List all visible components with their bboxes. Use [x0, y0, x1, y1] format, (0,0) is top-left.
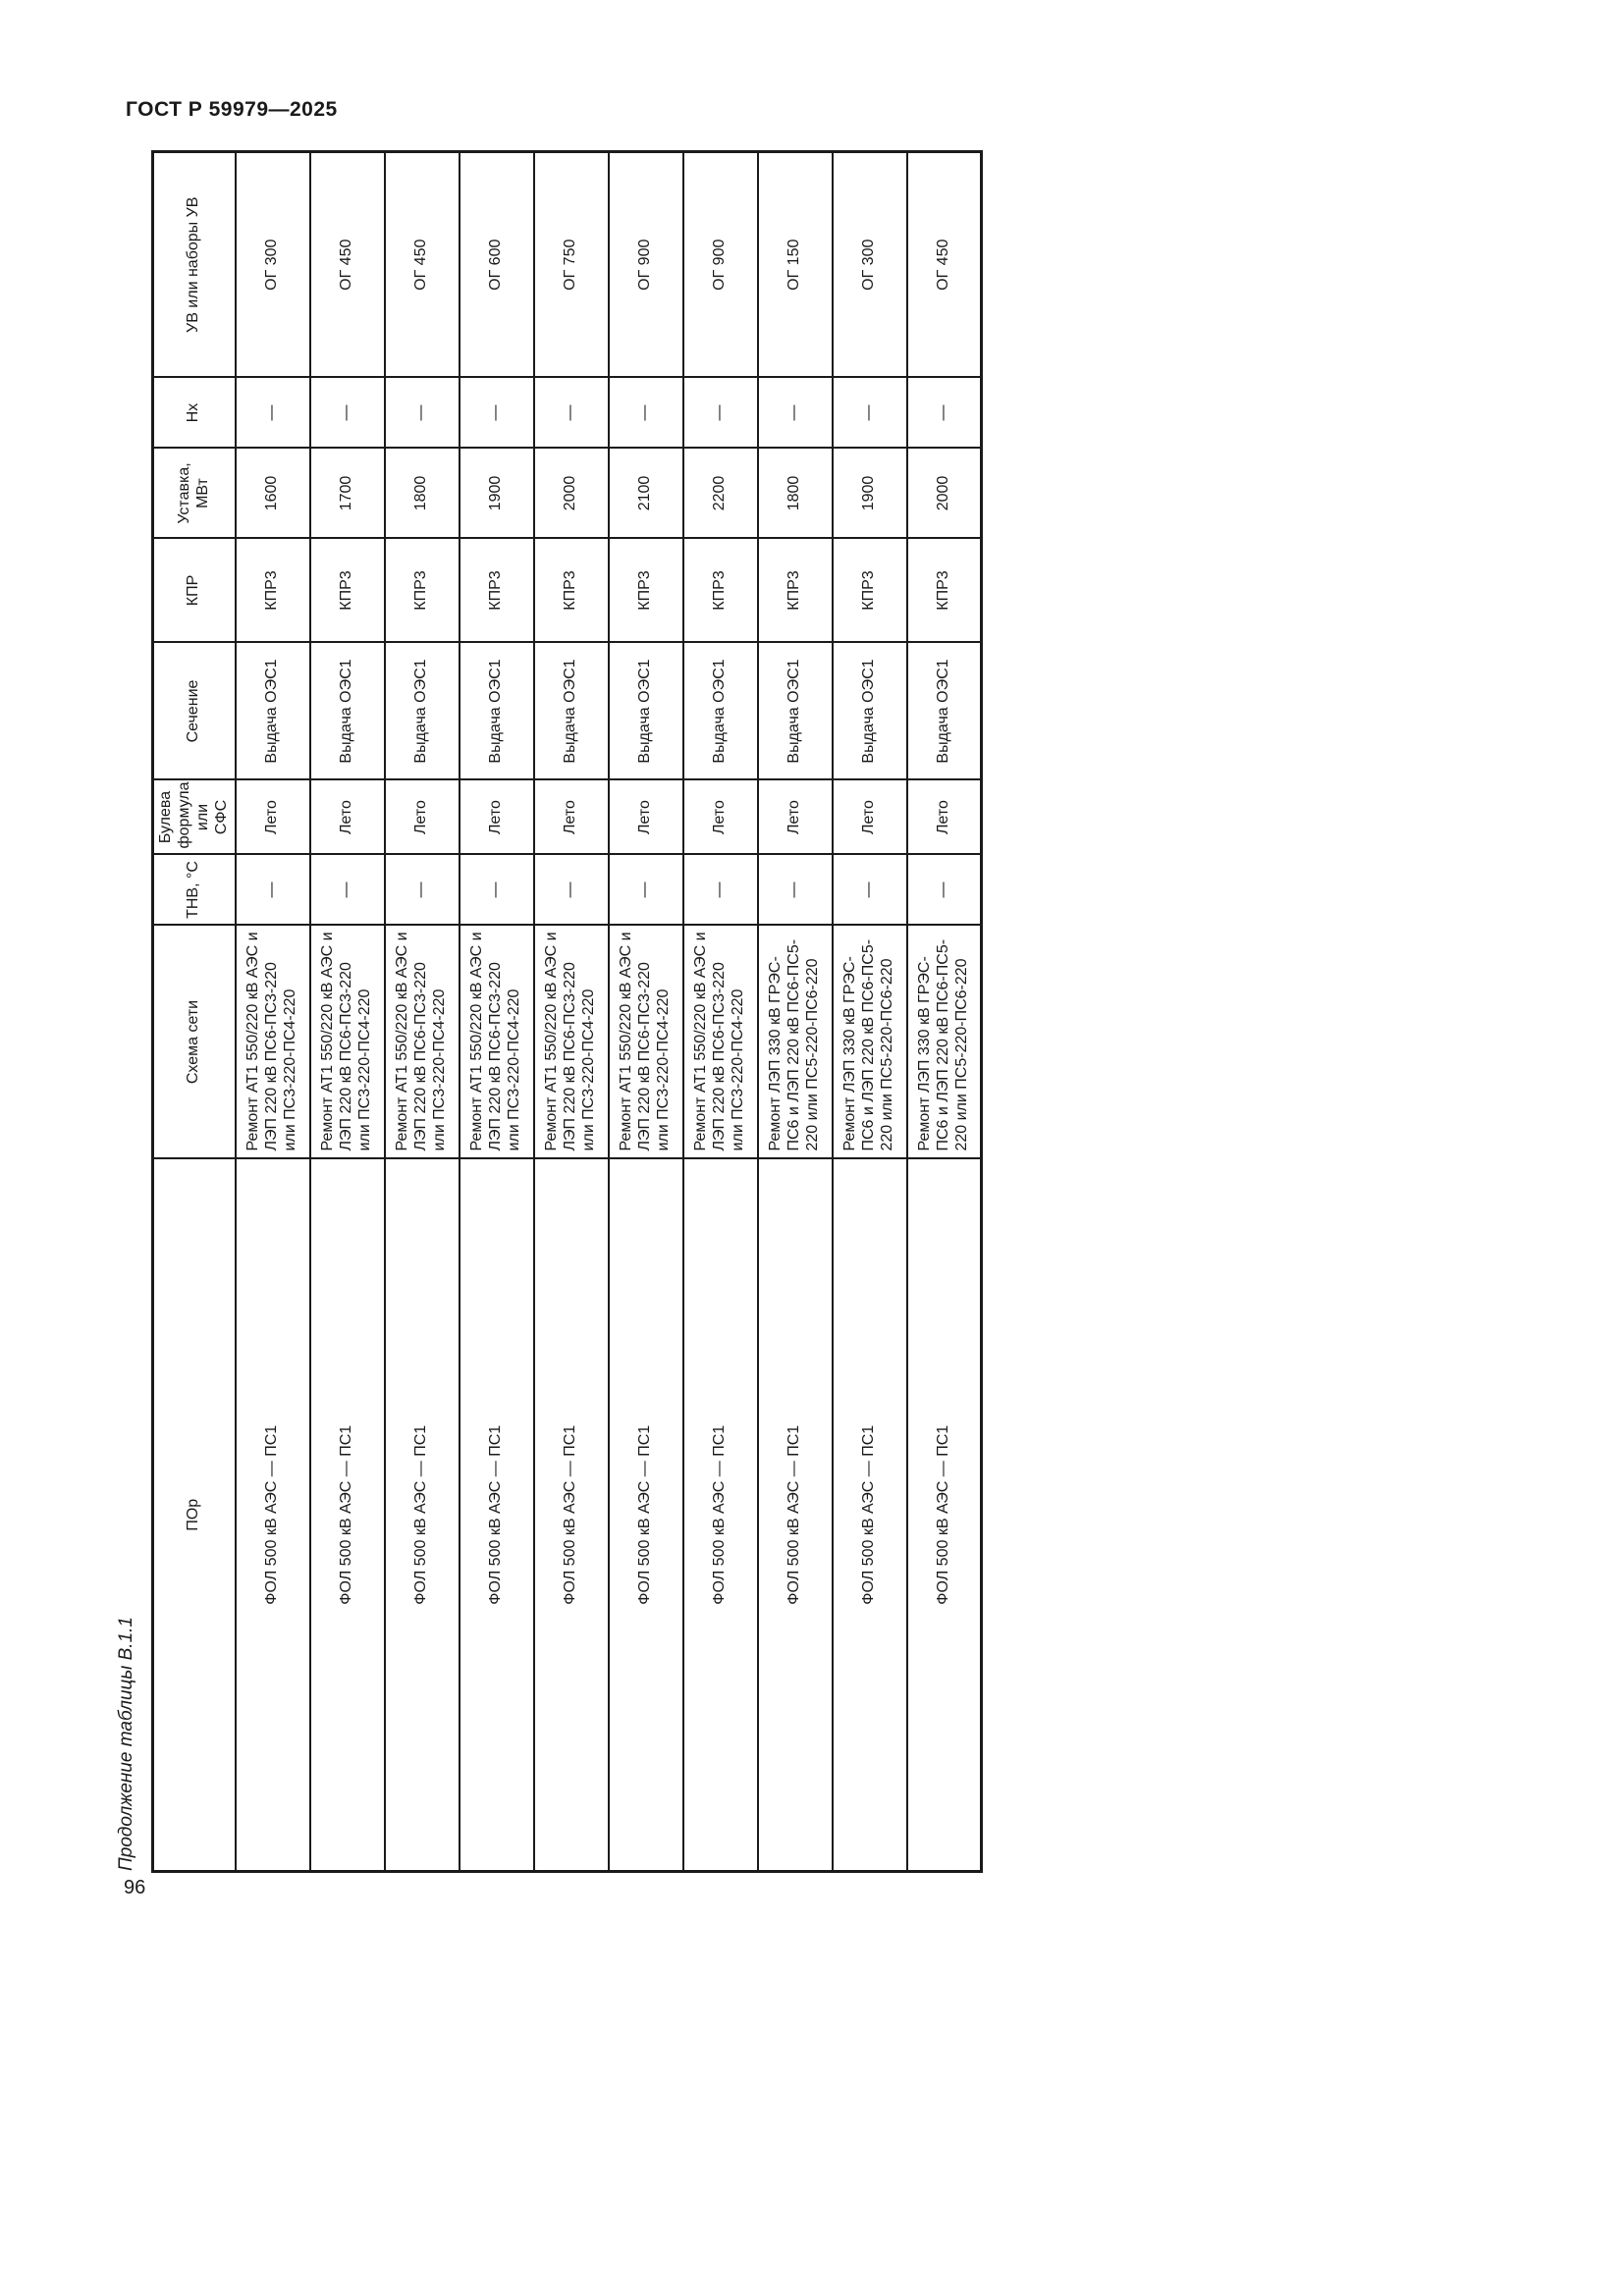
table-cell: Лето [310, 780, 385, 855]
table-cell: 2000 [907, 449, 982, 539]
table-cell: ОГ 900 [609, 152, 683, 378]
table-cell: Лето [236, 780, 310, 855]
table-body [236, 152, 982, 1872]
column-header: Уставка, МВт [153, 449, 236, 539]
table-cell: Ремонт АТ1 550/220 кВ АЭС и ЛЭП 220 кВ ПС6-ПС3-220 или ПС3-220-ПС4-220 [460, 926, 534, 1159]
table-row [534, 152, 609, 1872]
table-cell: Лето [609, 780, 683, 855]
table-cell: Ремонт АТ1 550/220 кВ АЭС и ЛЭП 220 кВ ПС6-ПС3-220 или ПС3-220-ПС4-220 [534, 926, 609, 1159]
table-cell: Выдача ОЭС1 [758, 643, 833, 780]
table-cell: 1600 [236, 449, 310, 539]
table-cell: ОГ 300 [833, 152, 907, 378]
table-cell: Ремонт ЛЭП 330 кВ ГРЭС-ПС6 и ЛЭП 220 кВ ПС6-ПС5-220 или ПС5-220-ПС6-220 [907, 926, 982, 1159]
table-cell: — [833, 855, 907, 926]
table-cell: КПР3 [907, 539, 982, 643]
table-cell: КПР3 [310, 539, 385, 643]
document-header: ГОСТ Р 59979—2025 [126, 98, 338, 121]
table-cell: Ремонт АТ1 550/220 кВ АЭС и ЛЭП 220 кВ ПС6-ПС3-220 или ПС3-220-ПС4-220 [236, 926, 310, 1159]
table-caption: Продолжение таблицы В.1.1 [116, 1617, 136, 1871]
table-cell: ФОЛ 500 кВ АЭС — ПС1 [310, 1159, 385, 1872]
column-header: ТНВ, °С [153, 855, 236, 926]
table-cell: Лето [385, 780, 460, 855]
table-cell: КПР3 [385, 539, 460, 643]
table-row [310, 152, 385, 1872]
table-cell: — [907, 378, 982, 449]
table-cell: 2200 [683, 449, 758, 539]
table-cell: КПР3 [609, 539, 683, 643]
table-cell: Выдача ОЭС1 [683, 643, 758, 780]
table-cell: — [310, 855, 385, 926]
table-row [758, 152, 833, 1872]
table-cell: 2000 [534, 449, 609, 539]
table-cell: — [833, 378, 907, 449]
table-cell: Выдача ОЭС1 [385, 643, 460, 780]
table-cell: — [683, 855, 758, 926]
table-cell: Лето [683, 780, 758, 855]
table-cell: КПР3 [460, 539, 534, 643]
table-cell: Выдача ОЭС1 [236, 643, 310, 780]
table-cell: — [683, 378, 758, 449]
table-cell: ОГ 450 [310, 152, 385, 378]
table-cell: Лето [833, 780, 907, 855]
table-cell: КПР3 [833, 539, 907, 643]
table-cell: Выдача ОЭС1 [310, 643, 385, 780]
table-cell: ОГ 450 [907, 152, 982, 378]
table-cell: ОГ 150 [758, 152, 833, 378]
table-cell: ФОЛ 500 кВ АЭС — ПС1 [833, 1159, 907, 1872]
table-cell: КПР3 [534, 539, 609, 643]
table-cell: ФОЛ 500 кВ АЭС — ПС1 [609, 1159, 683, 1872]
table-row [907, 152, 982, 1872]
column-header: ПОр [153, 1159, 236, 1872]
table-cell: 1700 [310, 449, 385, 539]
table-cell: — [385, 378, 460, 449]
table-cell: Выдача ОЭС1 [833, 643, 907, 780]
rotated-table-block [116, 153, 972, 1873]
column-header: Схема сети [153, 926, 236, 1159]
table-cell: ФОЛ 500 кВ АЭС — ПС1 [236, 1159, 310, 1872]
table-row [236, 152, 310, 1872]
table-cell: — [758, 378, 833, 449]
table-cell: Ремонт АТ1 550/220 кВ АЭС и ЛЭП 220 кВ ПС6-ПС3-220 или ПС3-220-ПС4-220 [609, 926, 683, 1159]
table-cell: Выдача ОЭС1 [609, 643, 683, 780]
table-cell: — [236, 378, 310, 449]
table-cell: Лето [758, 780, 833, 855]
table-cell: — [460, 855, 534, 926]
table-cell: Выдача ОЭС1 [907, 643, 982, 780]
table-row [683, 152, 758, 1872]
table-cell: ФОЛ 500 кВ АЭС — ПС1 [460, 1159, 534, 1872]
table-cell: — [236, 855, 310, 926]
column-header: КПР [153, 539, 236, 643]
table-cell: — [609, 855, 683, 926]
column-header: Сечение [153, 643, 236, 780]
column-header: Нх [153, 378, 236, 449]
table-cell: — [534, 855, 609, 926]
table-cell: — [460, 378, 534, 449]
table-cell: 1800 [385, 449, 460, 539]
table-cell: Ремонт ЛЭП 330 кВ ГРЭС-ПС6 и ЛЭП 220 кВ ПС6-ПС5-220 или ПС5-220-ПС6-220 [758, 926, 833, 1159]
table-cell: ОГ 300 [236, 152, 310, 378]
table-cell: ОГ 450 [385, 152, 460, 378]
table-cell: — [907, 855, 982, 926]
table-cell: Выдача ОЭС1 [534, 643, 609, 780]
table-cell: Ремонт АТ1 550/220 кВ АЭС и ЛЭП 220 кВ ПС6-ПС3-220 или ПС3-220-ПС4-220 [310, 926, 385, 1159]
table-cell: ФОЛ 500 кВ АЭС — ПС1 [385, 1159, 460, 1872]
table-cell: 2100 [609, 449, 683, 539]
table-cell: ОГ 600 [460, 152, 534, 378]
gost-table [151, 150, 983, 1873]
table-cell: Лето [460, 780, 534, 855]
table-cell: — [385, 855, 460, 926]
table-cell: КПР3 [758, 539, 833, 643]
table-cell: КПР3 [683, 539, 758, 643]
table-cell: — [310, 378, 385, 449]
table-cell: 1900 [833, 449, 907, 539]
table-cell: 1900 [460, 449, 534, 539]
table-cell: ФОЛ 500 кВ АЭС — ПС1 [907, 1159, 982, 1872]
table-header-row [153, 152, 236, 1872]
table-cell: Ремонт АТ1 550/220 кВ АЭС и ЛЭП 220 кВ ПС6-ПС3-220 или ПС3-220-ПС4-220 [385, 926, 460, 1159]
table-cell: Выдача ОЭС1 [460, 643, 534, 780]
table-cell: ОГ 900 [683, 152, 758, 378]
table-row [833, 152, 907, 1872]
table-cell: Лето [534, 780, 609, 855]
table-cell: — [534, 378, 609, 449]
table-row [609, 152, 683, 1872]
column-header: УВ или наборы УВ [153, 152, 236, 378]
table-cell: Ремонт ЛЭП 330 кВ ГРЭС-ПС6 и ЛЭП 220 кВ ПС6-ПС5-220 или ПС5-220-ПС6-220 [833, 926, 907, 1159]
table-cell: — [758, 855, 833, 926]
table-cell: ФОЛ 500 кВ АЭС — ПС1 [758, 1159, 833, 1872]
table-row [460, 152, 534, 1872]
table-cell: КПР3 [236, 539, 310, 643]
table-cell: 1800 [758, 449, 833, 539]
table-cell: ОГ 750 [534, 152, 609, 378]
table-cell: ФОЛ 500 кВ АЭС — ПС1 [683, 1159, 758, 1872]
table-row [385, 152, 460, 1872]
table-cell: ФОЛ 500 кВ АЭС — ПС1 [534, 1159, 609, 1872]
table-cell: Ремонт АТ1 550/220 кВ АЭС и ЛЭП 220 кВ ПС6-ПС3-220 или ПС3-220-ПС4-220 [683, 926, 758, 1159]
page-number: 96 [124, 1877, 146, 1898]
table-cell: Лето [907, 780, 982, 855]
column-header: Булева формула или СФС [153, 780, 236, 855]
table-cell: — [609, 378, 683, 449]
